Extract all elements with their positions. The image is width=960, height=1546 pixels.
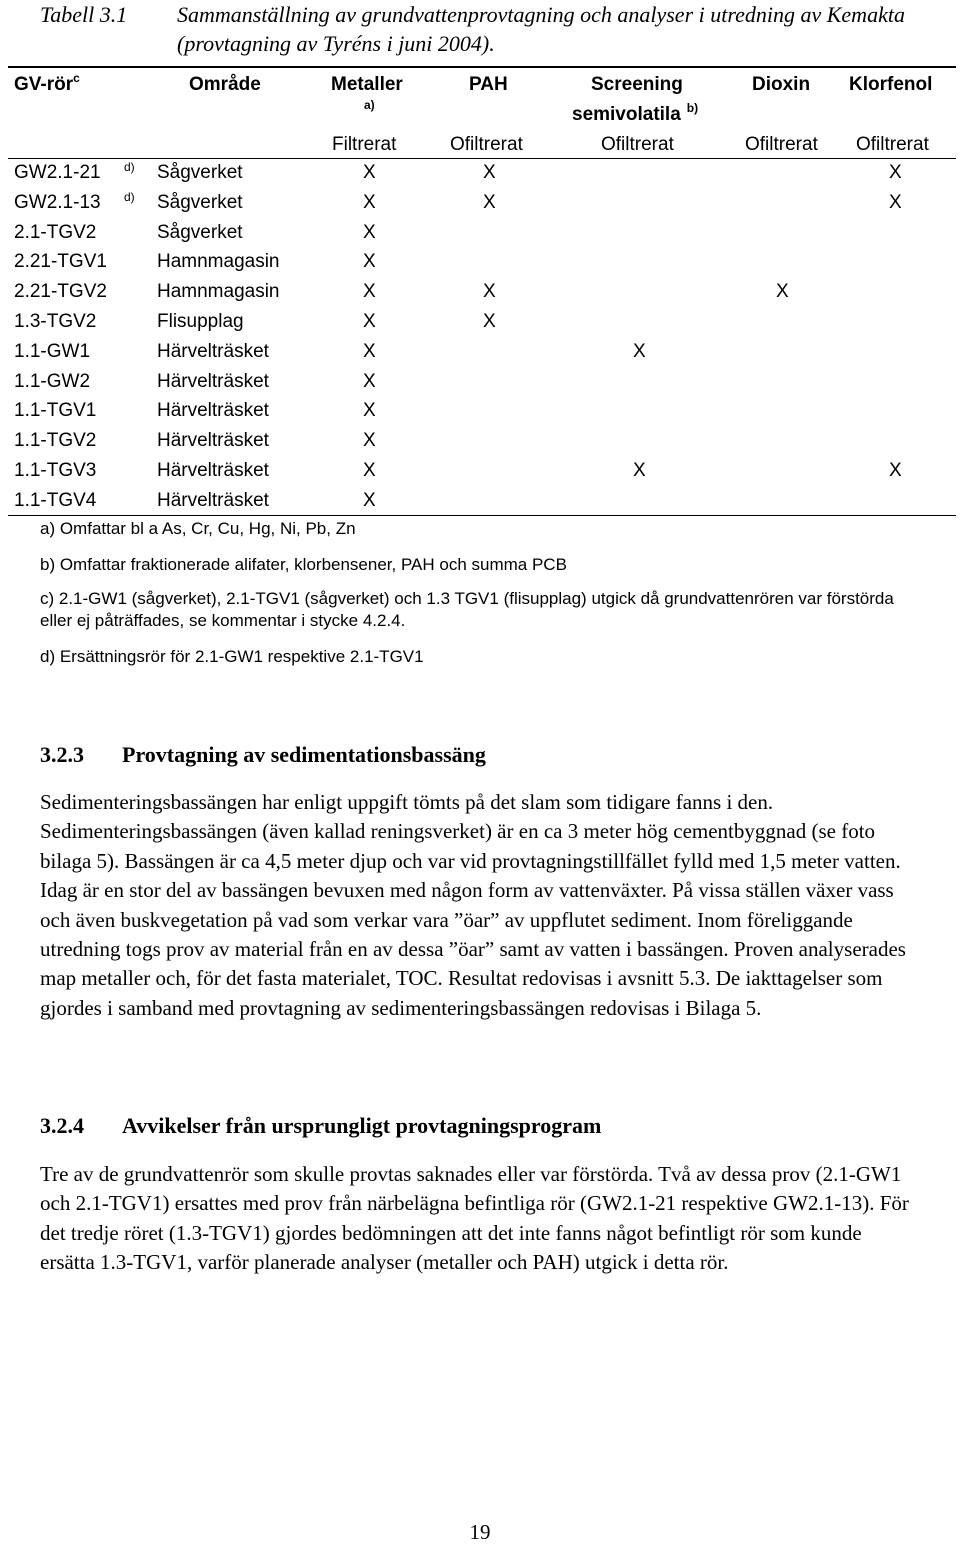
row-id: 1.1-TGV3 (14, 460, 97, 481)
row-metaller: X (363, 191, 376, 213)
table-row (0, 311, 960, 341)
row-area: Sågverket (157, 221, 243, 243)
row-metaller: X (363, 251, 376, 273)
row-id: 2.21-TGV2 (14, 281, 107, 303)
row-area: Härvelträsket (157, 460, 269, 481)
row-metaller: X (363, 281, 376, 303)
table-row (0, 189, 960, 222)
section-324-body: Tre av de grundvattenrör som skulle provtas saknades eller var förstörda. Två av dessa prov (2.1-GW1 och 2.1-TGV1) ersattes med prov från närbelägna befintliga rör (GW2.1-21 respektive GW2.1-13). För det tredje röret (1.3-TGV1) gjordes bedömningen att det inte fanns något befintligt rör som kunde ersätta 1.3-TGV1, varför planerade analyser (metaller och PAH) utgick i detta rör. (40, 1162, 909, 1275)
header-pah: PAH (469, 74, 508, 95)
row-metaller: X (363, 311, 376, 332)
section-324-number: 3.2.4 (40, 1113, 84, 1138)
table-row (0, 281, 960, 311)
footnote-d: d) Ersättningsrör för 2.1-GW1 respektive 2.1-TGV1 (40, 647, 424, 666)
table-row (0, 371, 960, 401)
table-header-rule (8, 158, 956, 159)
section-323-title: Provtagning av sedimentationsbassäng (122, 742, 486, 767)
row-area: Härvelträsket (157, 489, 269, 511)
row-pah: X (483, 281, 496, 303)
subheader-pah: Ofiltrerat (450, 134, 523, 155)
header-screening: Screening (591, 74, 683, 95)
section-323-number: 3.2.3 (40, 742, 84, 767)
row-metaller: X (363, 400, 376, 422)
row-area: Sågverket (157, 191, 243, 213)
section-324-title: Avvikelser från ursprungligt provtagningsprogram (122, 1113, 602, 1138)
table-row (0, 251, 960, 281)
row-area: Härvelträsket (157, 430, 269, 452)
row-dioxin: X (776, 281, 789, 303)
row-screening: X (633, 340, 646, 362)
row-klorfenol: X (889, 460, 902, 481)
row-id: 1.1-TGV2 (14, 430, 97, 452)
row-area: Hamnmagasin (157, 281, 280, 303)
row-area: Härvelträsket (157, 400, 269, 422)
row-pah: X (483, 311, 496, 332)
table-bottom-rule (8, 515, 956, 516)
row-id: 1.1-GW1 (14, 340, 91, 362)
row-metaller: X (363, 340, 376, 362)
row-area: Sågverket (157, 162, 243, 183)
caption-label: Tabell 3.1 (40, 2, 128, 27)
row-pah: X (483, 191, 496, 213)
row-metaller: X (363, 460, 376, 481)
row-area: Härvelträsket (157, 340, 269, 362)
footnote-c: c) 2.1-GW1 (sågverket), 2.1-TGV1 (sågverket) och 1.3 TGV1 (flisupplag) utgick då grundvattenrören var förstörda eller ej påträffades, se kommentar i stycke 4.2.4. (40, 589, 894, 630)
table-row (0, 430, 960, 460)
row-metaller: X (363, 162, 376, 183)
row-area: Flisupplag (157, 311, 244, 332)
row-klorfenol: X (889, 162, 902, 183)
section-323-body: Sedimenteringsbassängen har enligt uppgift tömts på det slam som tidigare fanns i den. Sedimenteringsbassängen (även kallad reningsverket) är en ca 3 meter hög cementbyggnad (se foto bilaga 5). Bassängen är ca 4,5 meter djup och var vid provtagningstillfället fylld med 1,5 meter vatten. Idag är en stor del av bassängen bevuxen med någon form av vattenväxter. På vissa ställen växer vass och även buskvegetation på vad som verkar vara ”öar” av uppflutet sediment. Inom föreliggande utredning togs prov av material från en av dessa ”öar” samt av vatten i bassängen. Proven analyserades map metaller och, för det fasta materialet, TOC. Resultat redovisas i avsnitt 5.3. De iakttagelser som gjordes i samband med provtagning av sedimenteringsbassängen redovisas i Bilaga 5. (40, 790, 906, 1020)
header-semivolatila: semivolatila $^{b)}$ (572, 101, 699, 125)
row-id: 1.3-TGV2 (14, 311, 97, 332)
row-area: Härvelträsket (157, 370, 269, 392)
row-id-note: d) (124, 160, 135, 174)
row-id: 2.21-TGV1 (14, 251, 107, 273)
row-metaller: X (363, 430, 376, 452)
header-klorfenol: Klorfenol (849, 74, 933, 95)
table-row (0, 222, 960, 252)
header-metaller-note: a) (364, 98, 375, 112)
row-metaller: X (363, 489, 376, 511)
row-id: 1.1-GW2 (14, 370, 91, 392)
table-row (0, 341, 960, 371)
row-metaller: X (363, 221, 376, 243)
row-id: 1.1-TGV1 (14, 400, 97, 422)
footnote-a: a) Omfattar bl a As, Cr, Cu, Hg, Ni, Pb, Zn (40, 519, 356, 538)
row-id: 2.1-TGV2 (14, 221, 97, 243)
caption-text: Sammanställning av grundvattenprovtagning och analyser i utredning av Kemakta (provtagning av Tyréns i juni 2004). (177, 2, 905, 56)
header-gv-ror: GV-rör$^c$ (14, 71, 80, 95)
row-klorfenol: X (889, 191, 902, 213)
row-id: 1.1-TGV4 (14, 489, 97, 511)
header-dioxin: Dioxin (752, 74, 811, 95)
subheader-dioxin: Ofiltrerat (745, 134, 818, 155)
row-area: Hamnmagasin (157, 251, 280, 273)
row-screening: X (633, 460, 646, 481)
row-id-note: d) (124, 189, 135, 204)
footnote-b: b) Omfattar fraktionerade alifater, klorbensener, PAH och summa PCB (40, 555, 567, 574)
header-omrade: Område (189, 74, 261, 95)
row-pah: X (483, 162, 496, 183)
table-row (0, 162, 960, 192)
row-id: GW2.1-13 (14, 191, 101, 213)
subheader-screening: Ofiltrerat (601, 134, 674, 155)
table-row (0, 460, 960, 490)
page-number: 19 (469, 1520, 491, 1544)
row-metaller: X (363, 370, 376, 392)
subheader-metaller: Filtrerat (332, 134, 397, 155)
table-row (0, 400, 960, 430)
table-top-rule (8, 66, 956, 68)
row-id: GW2.1-21 (14, 162, 101, 183)
subheader-klorfenol: Ofiltrerat (856, 134, 929, 155)
header-metaller: Metaller (331, 74, 403, 95)
